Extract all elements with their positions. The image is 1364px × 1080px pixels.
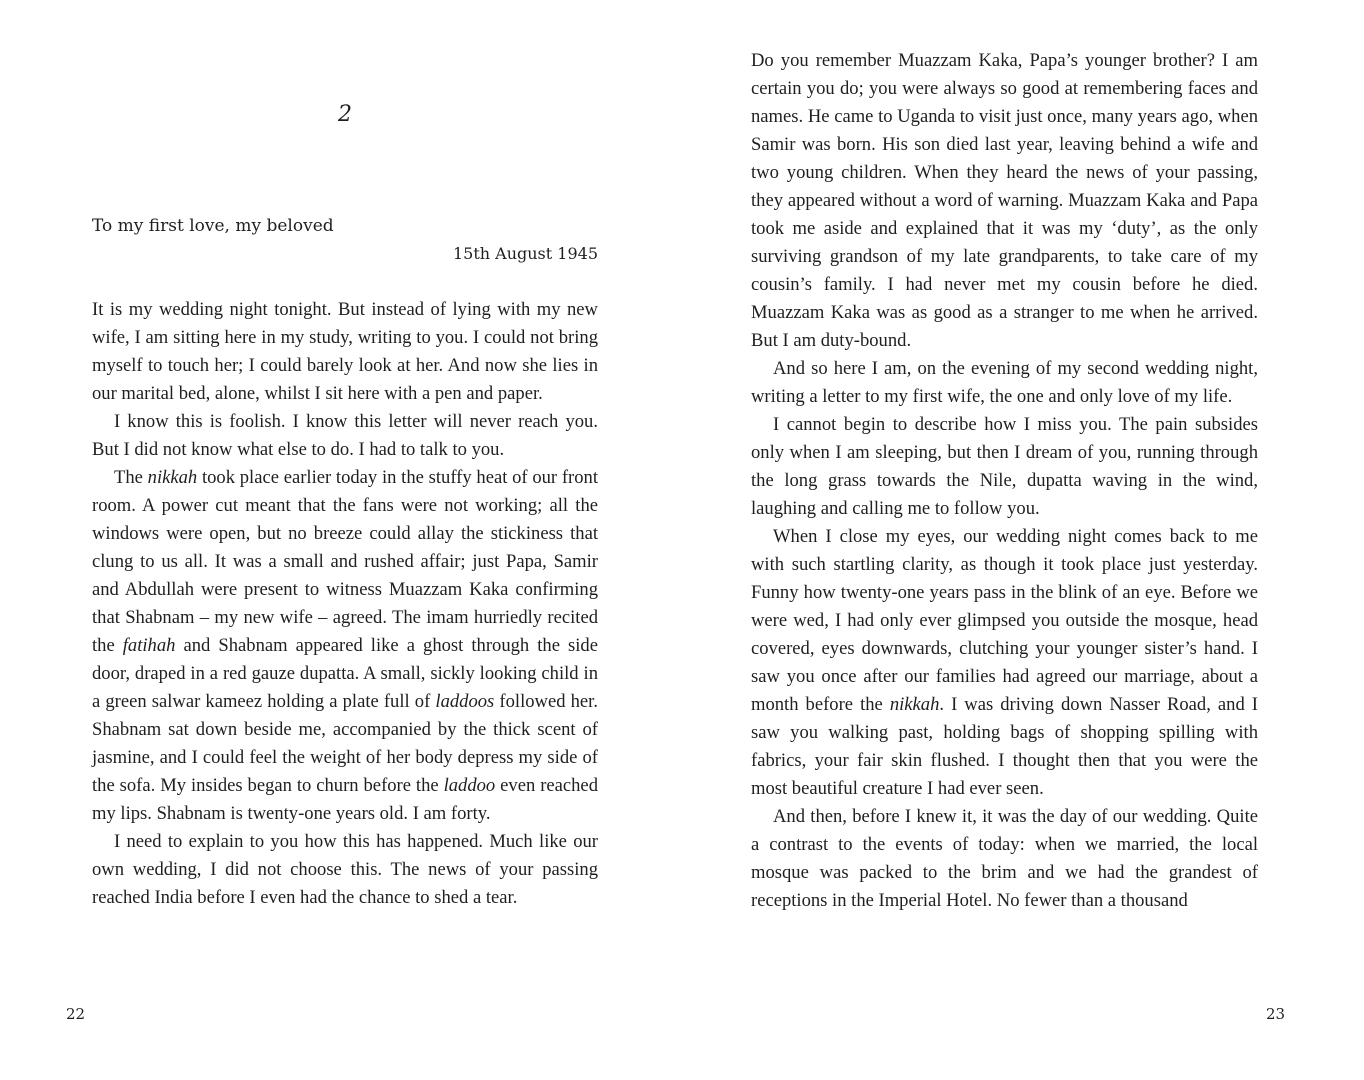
text-run: When I close my eyes, our wedding night comes back to me with such startling clarity, as though it took place just yesterday. Funny how twenty-one years pass in the blink of an eye. Before we were wed, I had only ever glimpsed you outside the mosque, head covered, eyes downwards, clutching your younger sister’s hand. I saw you once after our families had agreed our marriage, about a month before the	[751, 526, 1258, 715]
text-run: The	[114, 467, 148, 488]
letter-date: 15th August 1945	[452, 244, 598, 263]
italic-term: laddoos	[435, 691, 495, 712]
text-run: I know this is foolish. I know this letter will never reach you. But I did not know what else to do. I had to talk to you.	[92, 411, 598, 460]
chapter-number: 2	[338, 102, 352, 127]
text-run: took place earlier today in the stuffy heat of our front room. A power cut meant that the fans were not working; all the windows were open, but no breeze could allay the stickiness that clung to us all. It was a small and rushed affair; just Papa, Samir and Abdullah were present to witness Muazzam Kaka confirming that Shabnam – my new wife – agreed. The imam hurriedly recited the	[92, 467, 598, 656]
text-run: And so here I am, on the evening of my second wedding night, writing a letter to my first wife, the one and only love of my life.	[751, 358, 1258, 407]
paragraph	[751, 47, 1258, 355]
text-run: I cannot begin to describe how I miss you. The pain subsides only when I am sleeping, but then I dream of you, running through the long grass towards the Nile, dupatta waving in the wind, laughing and calling me to follow you.	[751, 414, 1258, 519]
paragraph	[751, 523, 1258, 803]
letter-salutation: To my first love, my beloved	[92, 216, 334, 236]
paragraph	[92, 828, 598, 912]
right-page	[682, 0, 1364, 1080]
right-page-body	[751, 47, 1258, 915]
text-run: It is my wedding night tonight. But instead of lying with my new wife, I am sitting here in my study, writing to you. I could not bring myself to touch her; I could barely look at her. And now she lies in our marital bed, alone, whilst I sit here with a pen and paper.	[92, 299, 598, 404]
text-run: even reached my lips. Shabnam is twenty-one years old. I am forty.	[92, 775, 598, 824]
italic-term: fatihah	[122, 635, 176, 656]
page-number-right: 23	[1266, 1005, 1286, 1023]
text-run: I need to explain to you how this has happened. Much like our own wedding, I did not choose this. The news of your passing reached India before I even had the chance to shed a tear.	[92, 831, 598, 908]
paragraph	[92, 408, 598, 464]
text-run: And then, before I knew it, it was the day of our wedding. Quite a contrast to the events of today: when we married, the local mosque was packed to the brim and we had the grandest of receptions in the Imperial Hotel. No fewer than a thousand	[751, 806, 1258, 911]
text-run: and Shabnam appeared like a ghost through the side door, draped in a red gauze dupatta. A small, sickly looking child in a green salwar kameez holding a plate full of	[92, 635, 598, 712]
italic-term: nikkah	[147, 467, 198, 488]
paragraph	[751, 411, 1258, 523]
text-run: Do you remember Muazzam Kaka, Papa’s younger brother? I am certain you do; you were always so good at remembering faces and names. He came to Uganda to visit just once, many years ago, when Samir was born. His son died last year, leaving behind a wife and two young children. When they heard the news of your passing, they appeared without a word of warning. Muazzam Kaka and Papa took me aside and explained that it was my ‘duty’, as the only surviving grandson of my late grandparents, to take care of my cousin’s family. I had never met my cousin before he died. Muazzam Kaka was as good as a stranger to me when he arrived. But I am duty-bound.	[751, 50, 1258, 351]
paragraph	[92, 464, 598, 828]
text-run: . I was driving down Nasser Road, and I saw you walking past, holding bags of shopping spilling with fabrics, your fair skin flushed. I thought then that you were the most beautiful creature I had ever seen.	[751, 694, 1258, 799]
italic-term: laddoo	[443, 775, 496, 796]
italic-term: nikkah	[889, 694, 940, 715]
page-number-left: 22	[66, 1005, 86, 1023]
paragraph	[751, 803, 1258, 915]
left-page-body	[92, 296, 598, 912]
paragraph	[92, 296, 598, 408]
paragraph	[751, 355, 1258, 411]
text-run: followed her. Shabnam sat down beside me, accompanied by the thick scent of jasmine, and I could feel the weight of her body depress my side of the sofa. My insides began to churn before the	[92, 691, 598, 796]
